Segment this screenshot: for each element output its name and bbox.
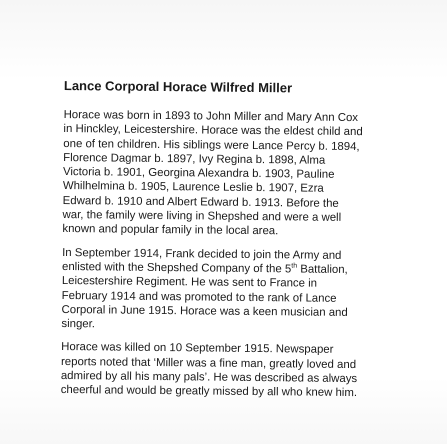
- text-line: February 1914 and was promoted to the rank of Lance: [61, 289, 337, 305]
- text-line: one of ten children. His siblings were Lance Percy b. 1894,: [63, 137, 360, 153]
- text-line: Horace was killed on 10 September 1915. Newspaper: [61, 341, 334, 357]
- text-line: admired by all his many pals’. He was described as always: [60, 370, 358, 386]
- text-line: Victoria b. 1901, Georgina Alexandra b. 1903, Pauline: [62, 166, 335, 182]
- text-fragment: enlisted with the Shepshed Company of the 5: [61, 260, 292, 276]
- document-body: [61, 78, 424, 410]
- text-fragment: Battalion,: [297, 263, 348, 276]
- text-line: Horace was born in 1893 to John Miller and Mary Ann Cox: [63, 108, 359, 125]
- text-line: war, the family were living in Shepshed and were a well: [62, 209, 342, 224]
- text-line: cheerful and would be greatly missed by all who knew him.: [60, 384, 358, 400]
- text-line: reports noted that ‘Miller was a fine man, greatly loved and: [60, 355, 357, 371]
- document-title: Lance Corporal Horace Wilfred Miller: [63, 78, 293, 96]
- text-line: Whilhelmina b. 1905, Laurence Leslie b. 1907, Ezra: [62, 180, 324, 196]
- paragraph-military-service: [61, 246, 422, 336]
- text-line: in Hinckley, Leicestershire. Horace was the eldest child and: [63, 123, 363, 139]
- paragraph-death: [61, 340, 422, 401]
- text-line: Leicestershire Regiment. He was sent to France in: [61, 275, 318, 290]
- text-line: Edward b. 1910 and Albert Edward b. 1913. Before the: [62, 194, 339, 210]
- text-line: singer.: [61, 318, 96, 331]
- text-line: In September 1914, Frank decided to join the Army and: [62, 246, 342, 262]
- ordinal-superscript: th: [291, 262, 298, 270]
- text-line: Corporal in June 1915. Horace was a keen musician and: [61, 303, 348, 319]
- text-line: known and popular family in the local area.: [62, 223, 279, 238]
- text-line: Florence Dagmar b. 1897, Ivy Regina b. 1898, Alma: [63, 151, 326, 167]
- paragraph-biography: [62, 108, 423, 240]
